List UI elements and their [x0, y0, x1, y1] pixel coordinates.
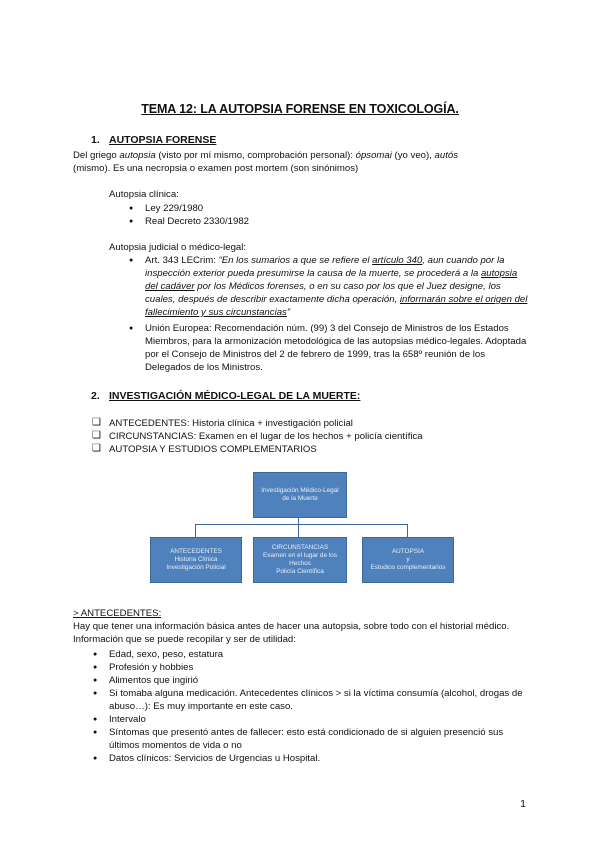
intro-term-autopsia: autopsia — [119, 150, 156, 161]
article-quote: ” — [286, 307, 291, 318]
list-item-text: ANTECEDENTES: Historia clínica + investigación policial — [109, 418, 353, 429]
intro-term-opsomai: ópsomai — [355, 150, 392, 161]
antecedentes-intro: Hay que tener una información básica antes de hacer una autopsia, sobre todo con el historial médico. Información que se puede recopilar y ser de utilidad: — [73, 621, 510, 645]
bullet-icon: ● — [129, 257, 134, 264]
list-item — [93, 648, 529, 661]
autopsia-clinica-list — [129, 202, 250, 228]
article-quote: , aun cuando por la inspección exterior pueda presumirse la causa de la muerte, se procederá a la — [145, 255, 505, 279]
list-item-text: Unión Europea: Recomendación núm. (99) 3 del Consejo de Ministros de los Estados Miembros, para la armonización metodológica de las autopsias médico-legales. Adoptada por el Consejo de Ministros del 2 de febrero de 1999, tras la 658º reunión de los Delegados de los Ministros. — [145, 323, 527, 373]
list-item-text: Si tomaba alguna medicación. Antecedentes clínicos > si la víctima consumía (alcohol, drogas de abuso…): Es muy importante en este caso. — [109, 688, 523, 712]
diagram-connector — [195, 524, 196, 537]
section-1-heading — [91, 134, 216, 147]
list-item — [129, 322, 530, 374]
diagram-text: CIRCUNSTANCIAS — [271, 544, 329, 551]
list-item — [93, 674, 529, 687]
bullet-icon: ● — [129, 205, 134, 212]
autopsia-judicial-label: Autopsia judicial o médico-legal: — [109, 242, 247, 253]
investigation-checklist — [92, 417, 529, 456]
article-quote: “En los sumarios a que se refiere el — [218, 255, 373, 266]
section-1-title: AUTOPSIA FORENSE — [109, 134, 217, 146]
list-item-text: Alimentos que ingirió — [109, 675, 199, 686]
section-2-number: 2. — [91, 390, 100, 402]
antecedentes-heading: > ANTECEDENTES: — [73, 608, 162, 619]
diagram-box-antecedentes — [150, 537, 242, 583]
list-item — [129, 215, 250, 228]
list-item-text: Profesión y hobbies — [109, 662, 194, 673]
list-item — [93, 713, 529, 726]
list-item — [93, 687, 529, 713]
intro-text: (yo veo), — [391, 150, 435, 161]
diagram-connector — [195, 524, 407, 525]
section-2-title: INVESTIGACIÓN MÉDICO-LEGAL DE LA MUERTE: — [109, 390, 361, 402]
intro-text: Del griego — [73, 150, 120, 161]
article-underlined: autopsia del cadáver — [145, 268, 518, 292]
diagram-text: y — [406, 556, 410, 563]
bullet-icon: ● — [129, 325, 134, 332]
list-item — [93, 726, 529, 752]
bullet-icon: ● — [129, 218, 134, 225]
list-item-text: Síntomas que presentó antes de fallecer: esto está condicionado de si alguien presenció sus últimos momentos de vida o no — [109, 727, 504, 751]
diagram-text: Examen en el lugar de los — [263, 552, 337, 559]
autopsia-clinica-label: Autopsia clínica: — [109, 189, 179, 200]
autopsia-judicial-list — [129, 254, 530, 374]
list-item — [93, 752, 529, 765]
list-item-text: Datos clínicos: Servicios de Urgencias u Hospital. — [109, 753, 321, 764]
list-item-text: Intervalo — [109, 714, 146, 725]
bullet-icon: ● — [93, 729, 98, 736]
diagram-text: de la Muerte — [282, 495, 318, 502]
checkbox-icon: ❑ — [92, 417, 101, 428]
diagram-connector — [298, 524, 299, 537]
page-number: 1 — [520, 798, 526, 810]
diagram-box-autopsia — [362, 537, 454, 583]
list-item-text: Real Decreto 2330/1982 — [145, 216, 250, 227]
list-item — [92, 430, 529, 443]
diagram-text: Estudios complementarios — [370, 564, 446, 571]
bullet-icon: ● — [93, 651, 98, 658]
list-item — [92, 443, 529, 456]
list-item-text: CIRCUNSTANCIAS: Examen en el lugar de los hechos + policía científica — [109, 431, 423, 442]
antecedentes-list — [93, 648, 529, 765]
checkbox-icon: ❑ — [92, 443, 101, 454]
bullet-icon: ● — [93, 677, 98, 684]
list-item — [129, 254, 530, 319]
diagram-root-box — [253, 472, 347, 518]
diagram-text: Policía Científica — [276, 568, 324, 575]
list-item-text: AUTOPSIA Y ESTUDIOS COMPLEMENTARIOS — [109, 444, 317, 455]
bullet-icon: ● — [93, 755, 98, 762]
list-item-text: Ley 229/1980 — [145, 203, 204, 214]
list-item — [93, 661, 529, 674]
section-2-heading — [91, 390, 360, 403]
diagram-connector — [407, 524, 408, 537]
article-quote: por los Médicos forenses, o en su caso por los que el Juez designe, los cuales, después de describir exactamente dicha operación, — [145, 281, 501, 305]
diagram-text: Investigación Policial — [166, 564, 226, 571]
article-label: Art. 343 LECrim: — [145, 255, 219, 266]
bullet-icon: ● — [93, 664, 98, 671]
diagram-text: ANTECEDENTES — [170, 548, 222, 555]
intro-text: (visto por mí mismo, comprobación personal): — [155, 150, 356, 161]
diagram-box-circunstancias — [253, 537, 347, 583]
list-item-text: Edad, sexo, peso, estatura — [109, 649, 224, 660]
article-link-340: artículo 340 — [372, 255, 423, 266]
bullet-icon: ● — [93, 690, 98, 697]
diagram-text: Historia Clínica — [174, 556, 218, 563]
section-1-intro — [73, 149, 533, 175]
list-item — [92, 417, 529, 430]
diagram-text: AUTOPSIA — [391, 548, 425, 555]
page-title: TEMA 12: LA AUTOPSIA FORENSE EN TOXICOLOGÍA. — [141, 102, 459, 116]
intro-term-autos: autós — [434, 150, 459, 161]
article-underlined: informarán sobre el origen del fallecimiento y sus circunstancias — [145, 294, 528, 318]
checkbox-icon: ❑ — [92, 430, 101, 441]
intro-text: (mismo). Es una necropsia o examen post mortem (son sinónimos) — [73, 163, 359, 174]
bullet-icon: ● — [93, 716, 98, 723]
diagram-text: Hechos — [289, 560, 311, 567]
diagram-text: Investigación Médico-Legal — [261, 487, 339, 494]
list-item — [129, 202, 249, 215]
section-1-number: 1. — [91, 134, 100, 146]
